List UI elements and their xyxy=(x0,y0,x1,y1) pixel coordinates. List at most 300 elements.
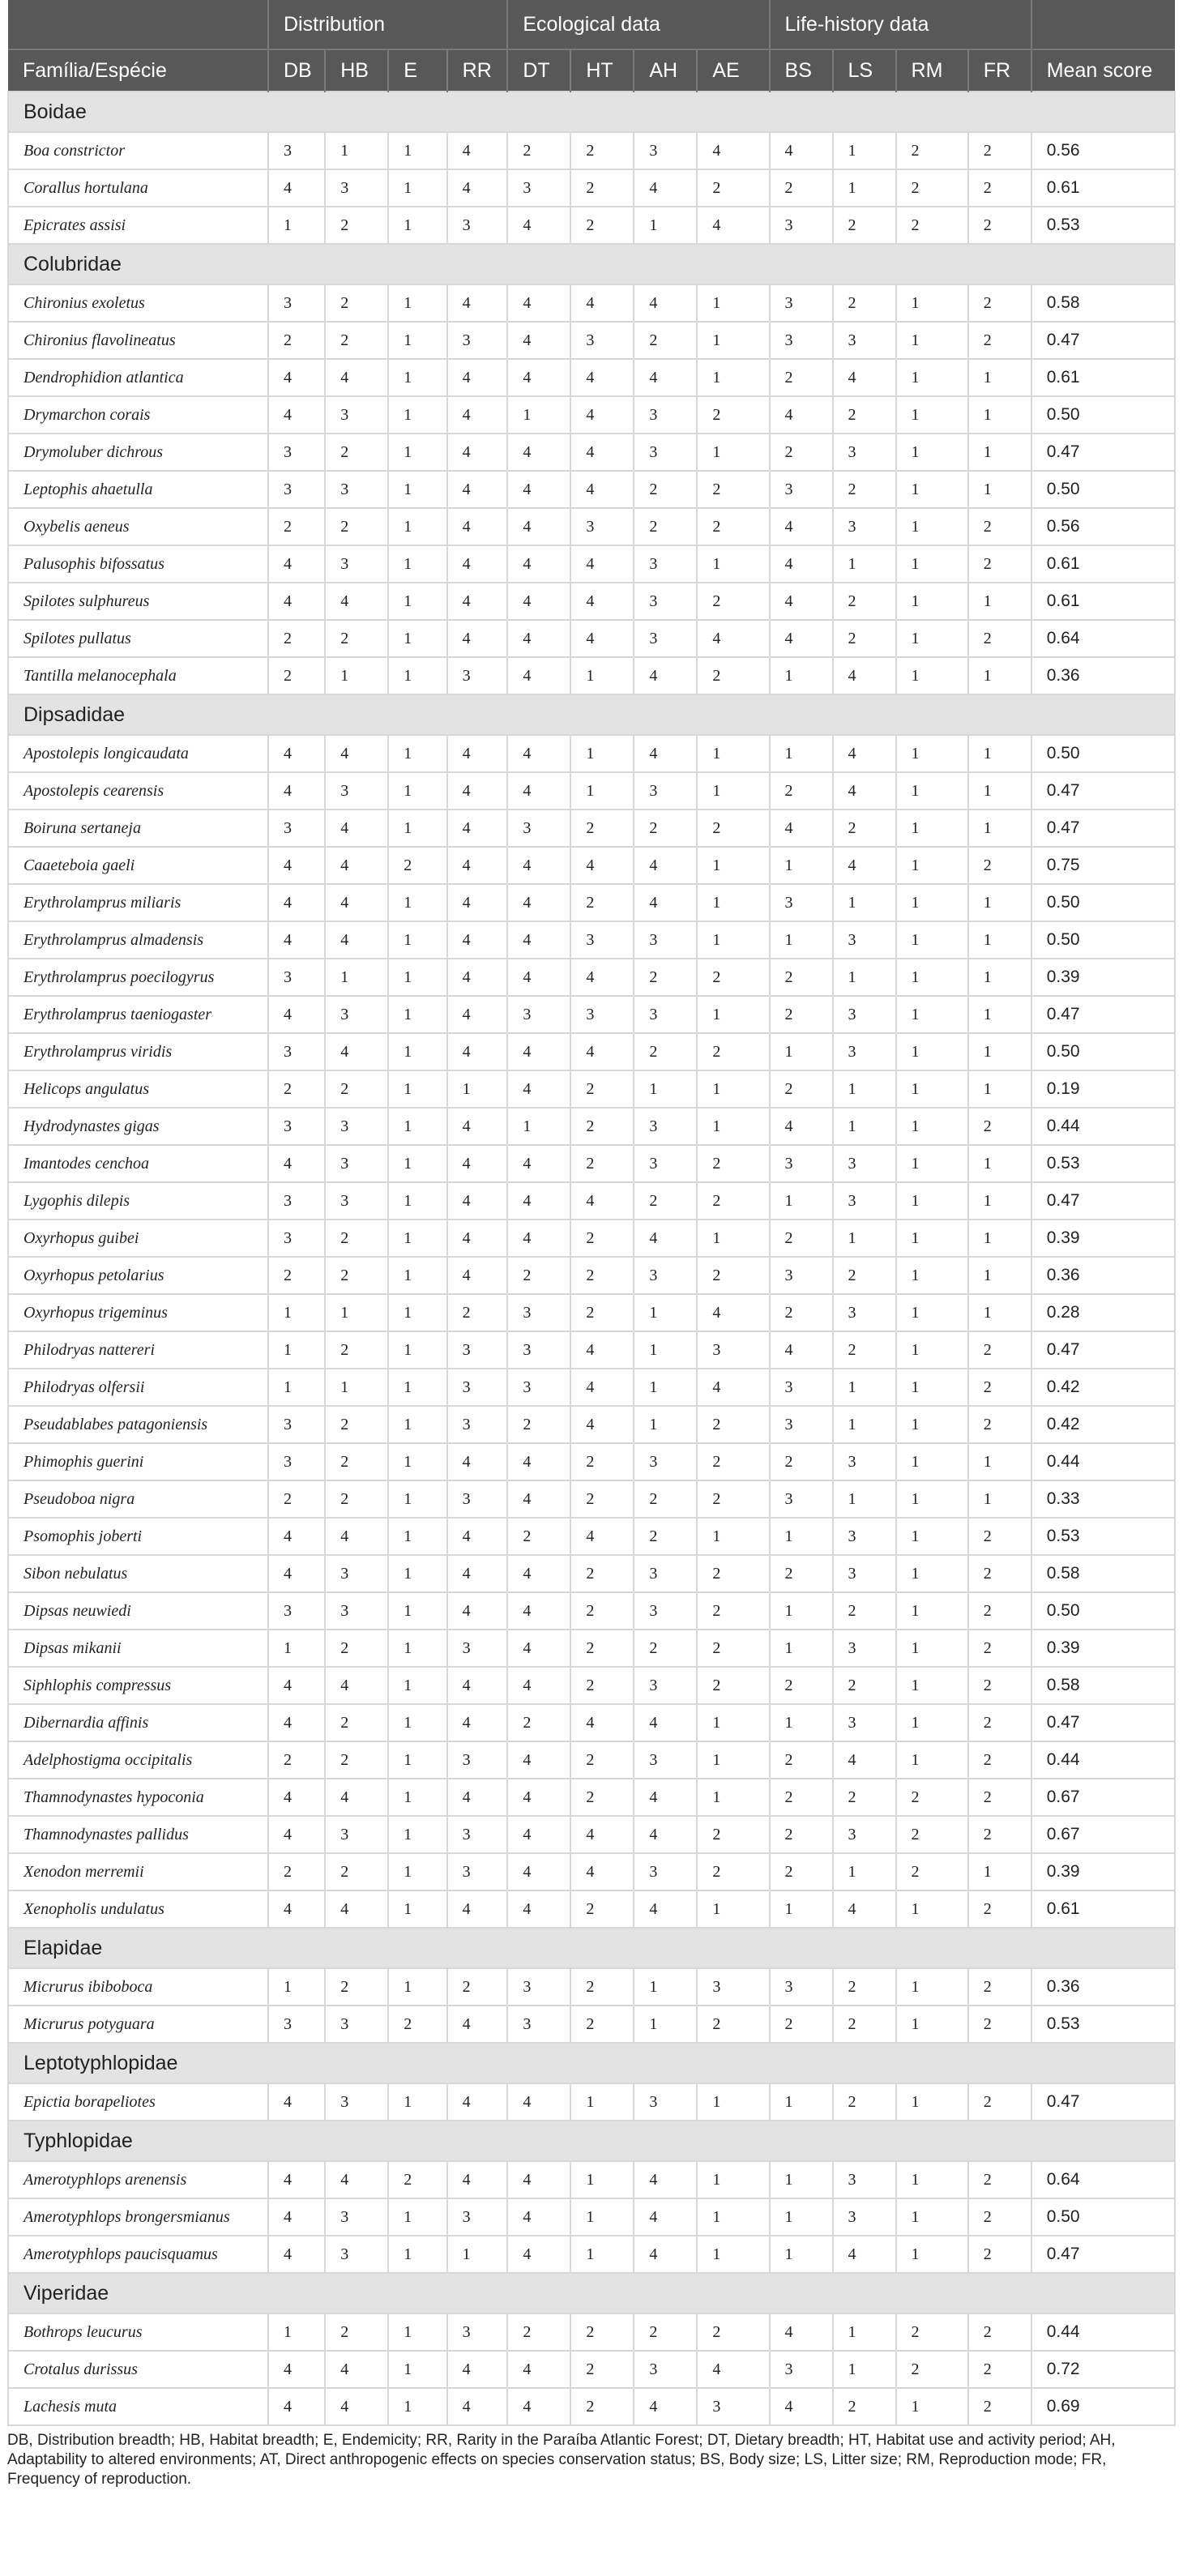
score-cell: 4 xyxy=(447,1033,508,1070)
species-row xyxy=(8,1220,1175,1257)
score-cell: 1 xyxy=(697,847,769,884)
score-cell: 1 xyxy=(570,2198,634,2236)
species-name: Phimophis guerini xyxy=(8,1443,268,1480)
mean-score-cell: 0.53 xyxy=(1031,207,1175,244)
score-cell: 1 xyxy=(896,1555,968,1592)
species-row xyxy=(8,2351,1175,2388)
score-cell: 1 xyxy=(833,1070,896,1108)
mean-score-cell: 0.47 xyxy=(1031,1331,1175,1369)
species-name: Micrurus ibiboboca xyxy=(8,1968,268,2006)
score-cell: 1 xyxy=(388,1182,446,1220)
score-cell: 1 xyxy=(968,921,1031,959)
score-cell: 2 xyxy=(697,1630,769,1667)
score-cell: 1 xyxy=(833,1853,896,1890)
species-row xyxy=(8,1070,1175,1108)
score-cell: 1 xyxy=(388,1108,446,1145)
score-cell: 1 xyxy=(833,884,896,921)
score-cell: 3 xyxy=(770,284,833,322)
score-cell: 1 xyxy=(833,1406,896,1443)
score-cell: 4 xyxy=(770,810,833,847)
score-cell: 1 xyxy=(833,169,896,207)
family-name: Colubridae xyxy=(8,244,1175,284)
species-row xyxy=(8,2236,1175,2273)
score-cell: 2 xyxy=(833,471,896,508)
score-cell: 3 xyxy=(634,996,697,1033)
mean-score-cell: 0.44 xyxy=(1031,2313,1175,2351)
score-cell: 2 xyxy=(697,810,769,847)
score-cell: 4 xyxy=(770,508,833,545)
species-name: Adelphostigma occipitalis xyxy=(8,1741,268,1779)
score-cell: 1 xyxy=(697,322,769,359)
score-cell: 4 xyxy=(507,921,570,959)
score-cell: 2 xyxy=(325,207,388,244)
score-cell: 3 xyxy=(634,1145,697,1182)
score-cell: 4 xyxy=(833,359,896,396)
score-cell: 1 xyxy=(388,1257,446,1294)
family-row xyxy=(8,244,1175,284)
score-cell: 2 xyxy=(896,207,968,244)
score-cell: 1 xyxy=(896,583,968,620)
score-cell: 1 xyxy=(770,2083,833,2121)
score-cell: 1 xyxy=(896,1480,968,1518)
species-name: Lachesis muta xyxy=(8,2388,268,2425)
species-name: Erythrolamprus taeniogaster xyxy=(8,996,268,1033)
species-name: Dibernardia affinis xyxy=(8,1704,268,1741)
species-name: Erythrolamprus poecilogyrus xyxy=(8,959,268,996)
score-cell: 1 xyxy=(388,284,446,322)
species-row xyxy=(8,1257,1175,1294)
score-cell: 1 xyxy=(968,959,1031,996)
species-row xyxy=(8,810,1175,847)
score-cell: 4 xyxy=(507,657,570,694)
score-cell: 2 xyxy=(968,545,1031,583)
score-cell: 2 xyxy=(896,2351,968,2388)
mean-score-cell: 0.61 xyxy=(1031,1890,1175,1928)
score-cell: 2 xyxy=(325,1257,388,1294)
species-name: Hydrodynastes gigas xyxy=(8,1108,268,1145)
score-cell: 4 xyxy=(268,169,325,207)
score-cell: 2 xyxy=(570,1968,634,2006)
score-cell: 2 xyxy=(447,1294,508,1331)
column-header: FR xyxy=(968,49,1031,92)
score-cell: 4 xyxy=(325,921,388,959)
species-row xyxy=(8,1294,1175,1331)
score-cell: 4 xyxy=(325,1518,388,1555)
score-cell: 1 xyxy=(896,1406,968,1443)
score-cell: 1 xyxy=(388,2313,446,2351)
species-row xyxy=(8,657,1175,694)
score-cell: 1 xyxy=(896,2198,968,2236)
species-row xyxy=(8,396,1175,434)
score-cell: 2 xyxy=(968,1555,1031,1592)
score-cell: 4 xyxy=(325,1779,388,1816)
score-cell: 4 xyxy=(697,1294,769,1331)
score-cell: 3 xyxy=(770,207,833,244)
score-cell: 3 xyxy=(507,1294,570,1331)
score-cell: 1 xyxy=(388,2351,446,2388)
score-cell: 4 xyxy=(770,1331,833,1369)
score-cell: 2 xyxy=(697,1853,769,1890)
score-cell: 2 xyxy=(968,847,1031,884)
species-name: Spilotes sulphureus xyxy=(8,583,268,620)
score-cell: 1 xyxy=(634,2006,697,2043)
score-cell: 2 xyxy=(388,2161,446,2198)
score-cell: 1 xyxy=(570,2083,634,2121)
score-cell: 3 xyxy=(833,1294,896,1331)
score-cell: 1 xyxy=(833,2313,896,2351)
score-cell: 3 xyxy=(570,322,634,359)
score-cell: 2 xyxy=(833,1779,896,1816)
score-cell: 3 xyxy=(697,1331,769,1369)
score-cell: 4 xyxy=(325,1890,388,1928)
score-cell: 4 xyxy=(507,1443,570,1480)
score-cell: 2 xyxy=(570,1108,634,1145)
score-cell: 4 xyxy=(770,620,833,657)
score-cell: 1 xyxy=(833,1220,896,1257)
score-cell: 2 xyxy=(833,207,896,244)
column-header: DB xyxy=(268,49,325,92)
score-cell: 1 xyxy=(968,657,1031,694)
score-cell: 1 xyxy=(968,396,1031,434)
mean-score-cell: 0.53 xyxy=(1031,2006,1175,2043)
score-cell: 3 xyxy=(507,996,570,1033)
score-cell: 4 xyxy=(570,1033,634,1070)
score-cell: 4 xyxy=(268,2161,325,2198)
score-cell: 3 xyxy=(268,471,325,508)
score-cell: 1 xyxy=(268,1369,325,1406)
mean-score-cell: 0.44 xyxy=(1031,1108,1175,1145)
score-cell: 4 xyxy=(268,545,325,583)
species-name: Amerotyphlops paucisquamus xyxy=(8,2236,268,2273)
mean-score-cell: 0.58 xyxy=(1031,1555,1175,1592)
score-cell: 1 xyxy=(388,471,446,508)
score-cell: 4 xyxy=(447,2351,508,2388)
score-cell: 4 xyxy=(447,810,508,847)
score-cell: 4 xyxy=(447,2161,508,2198)
score-cell: 2 xyxy=(770,772,833,810)
score-cell: 4 xyxy=(447,2083,508,2121)
score-cell: 3 xyxy=(447,322,508,359)
mean-score-cell: 0.64 xyxy=(1031,2161,1175,2198)
score-cell: 1 xyxy=(896,996,968,1033)
score-cell: 4 xyxy=(570,620,634,657)
column-header: BS xyxy=(770,49,833,92)
score-cell: 3 xyxy=(570,921,634,959)
score-cell: 3 xyxy=(325,471,388,508)
species-row xyxy=(8,1968,1175,2006)
species-name: Apostolepis cearensis xyxy=(8,772,268,810)
score-cell: 4 xyxy=(447,1182,508,1220)
mean-score-cell: 0.61 xyxy=(1031,545,1175,583)
score-cell: 2 xyxy=(268,1257,325,1294)
mean-score-cell: 0.33 xyxy=(1031,1480,1175,1518)
species-row xyxy=(8,2388,1175,2425)
score-cell: 1 xyxy=(770,2161,833,2198)
score-cell: 1 xyxy=(388,1443,446,1480)
score-cell: 2 xyxy=(697,1443,769,1480)
column-header: HB xyxy=(325,49,388,92)
score-cell: 2 xyxy=(697,2006,769,2043)
score-cell: 4 xyxy=(447,772,508,810)
score-cell: 4 xyxy=(634,359,697,396)
score-cell: 2 xyxy=(570,1630,634,1667)
score-cell: 3 xyxy=(833,434,896,471)
score-cell: 1 xyxy=(896,2083,968,2121)
score-cell: 3 xyxy=(325,1816,388,1853)
mean-score-cell: 0.67 xyxy=(1031,1779,1175,1816)
mean-score-cell: 0.47 xyxy=(1031,996,1175,1033)
score-cell: 3 xyxy=(770,2351,833,2388)
score-cell: 1 xyxy=(388,772,446,810)
score-cell: 2 xyxy=(570,1220,634,1257)
score-cell: 1 xyxy=(388,810,446,847)
score-cell: 4 xyxy=(634,2161,697,2198)
score-cell: 4 xyxy=(833,847,896,884)
score-cell: 1 xyxy=(388,1853,446,1890)
score-cell: 2 xyxy=(896,1816,968,1853)
score-cell: 1 xyxy=(968,1257,1031,1294)
group-header-distribution: Distribution xyxy=(268,0,507,49)
score-cell: 2 xyxy=(697,1592,769,1630)
score-cell: 2 xyxy=(770,1555,833,1592)
species-name: Boiruna sertaneja xyxy=(8,810,268,847)
score-cell: 1 xyxy=(896,1331,968,1369)
score-cell: 1 xyxy=(896,1182,968,1220)
score-cell: 4 xyxy=(447,1518,508,1555)
mean-score-cell: 0.44 xyxy=(1031,1443,1175,1480)
score-cell: 3 xyxy=(268,284,325,322)
score-cell: 1 xyxy=(388,1890,446,1928)
score-cell: 2 xyxy=(968,207,1031,244)
score-cell: 4 xyxy=(507,1182,570,1220)
score-cell: 1 xyxy=(968,471,1031,508)
score-cell: 3 xyxy=(447,657,508,694)
score-cell: 3 xyxy=(634,545,697,583)
score-cell: 2 xyxy=(968,2313,1031,2351)
score-cell: 3 xyxy=(447,1853,508,1890)
data-table xyxy=(7,0,1176,2426)
column-header: DT xyxy=(507,49,570,92)
score-cell: 4 xyxy=(325,810,388,847)
score-cell: 1 xyxy=(896,1704,968,1741)
score-cell: 2 xyxy=(833,1257,896,1294)
species-row xyxy=(8,545,1175,583)
score-cell: 1 xyxy=(697,1220,769,1257)
score-cell: 3 xyxy=(833,921,896,959)
score-cell: 4 xyxy=(634,284,697,322)
score-cell: 4 xyxy=(507,884,570,921)
score-cell: 1 xyxy=(388,620,446,657)
score-cell: 4 xyxy=(447,583,508,620)
score-cell: 1 xyxy=(770,921,833,959)
score-cell: 4 xyxy=(268,2236,325,2273)
score-cell: 4 xyxy=(507,847,570,884)
score-cell: 3 xyxy=(325,396,388,434)
score-cell: 4 xyxy=(447,1220,508,1257)
score-cell: 4 xyxy=(634,2198,697,2236)
score-cell: 2 xyxy=(634,322,697,359)
score-cell: 1 xyxy=(268,1968,325,2006)
mean-score-cell: 0.50 xyxy=(1031,2198,1175,2236)
score-cell: 3 xyxy=(833,1630,896,1667)
score-cell: 2 xyxy=(896,1853,968,1890)
score-cell: 2 xyxy=(770,1667,833,1704)
score-cell: 3 xyxy=(268,434,325,471)
group-header-row xyxy=(8,0,1175,49)
mean-score-cell: 0.47 xyxy=(1031,810,1175,847)
species-row xyxy=(8,1853,1175,1890)
score-cell: 2 xyxy=(968,1592,1031,1630)
score-cell: 1 xyxy=(388,169,446,207)
score-cell: 2 xyxy=(770,1741,833,1779)
score-cell: 4 xyxy=(570,284,634,322)
score-cell: 2 xyxy=(968,1779,1031,1816)
score-cell: 4 xyxy=(770,132,833,169)
score-cell: 4 xyxy=(507,1630,570,1667)
score-cell: 1 xyxy=(388,735,446,772)
score-cell: 1 xyxy=(896,620,968,657)
score-cell: 2 xyxy=(770,1443,833,1480)
score-cell: 4 xyxy=(447,735,508,772)
score-cell: 2 xyxy=(968,2351,1031,2388)
score-cell: 1 xyxy=(325,657,388,694)
score-cell: 4 xyxy=(634,1704,697,1741)
score-cell: 2 xyxy=(570,1070,634,1108)
score-cell: 4 xyxy=(268,772,325,810)
score-cell: 1 xyxy=(388,1704,446,1741)
score-cell: 1 xyxy=(388,545,446,583)
mean-score-cell: 0.61 xyxy=(1031,169,1175,207)
score-cell: 1 xyxy=(896,921,968,959)
score-cell: 2 xyxy=(968,2198,1031,2236)
score-cell: 4 xyxy=(447,396,508,434)
score-cell: 1 xyxy=(325,1294,388,1331)
species-row xyxy=(8,921,1175,959)
score-cell: 3 xyxy=(325,545,388,583)
score-cell: 2 xyxy=(268,1480,325,1518)
score-cell: 1 xyxy=(388,1555,446,1592)
score-cell: 2 xyxy=(697,1667,769,1704)
species-name: Philodryas nattereri xyxy=(8,1331,268,1369)
mean-score-cell: 0.75 xyxy=(1031,847,1175,884)
score-cell: 3 xyxy=(770,1406,833,1443)
score-cell: 1 xyxy=(697,1070,769,1108)
score-cell: 2 xyxy=(268,620,325,657)
score-cell: 4 xyxy=(447,2388,508,2425)
score-cell: 4 xyxy=(268,884,325,921)
species-row xyxy=(8,2313,1175,2351)
species-row xyxy=(8,1816,1175,1853)
score-cell: 2 xyxy=(570,1443,634,1480)
score-cell: 3 xyxy=(833,1145,896,1182)
score-cell: 2 xyxy=(697,1555,769,1592)
score-cell: 4 xyxy=(447,620,508,657)
score-cell: 2 xyxy=(968,1406,1031,1443)
score-cell: 1 xyxy=(896,359,968,396)
score-cell: 4 xyxy=(507,434,570,471)
score-cell: 1 xyxy=(634,1968,697,2006)
score-cell: 2 xyxy=(968,132,1031,169)
score-cell: 2 xyxy=(770,2006,833,2043)
score-cell: 4 xyxy=(447,1555,508,1592)
score-cell: 4 xyxy=(447,1257,508,1294)
score-cell: 2 xyxy=(770,1220,833,1257)
score-cell: 3 xyxy=(833,1182,896,1220)
score-cell: 1 xyxy=(896,545,968,583)
score-cell: 3 xyxy=(325,1145,388,1182)
score-cell: 2 xyxy=(570,1890,634,1928)
score-cell: 3 xyxy=(447,1816,508,1853)
score-cell: 1 xyxy=(388,1369,446,1406)
score-cell: 3 xyxy=(833,1033,896,1070)
score-cell: 4 xyxy=(570,1518,634,1555)
score-cell: 1 xyxy=(896,322,968,359)
species-row xyxy=(8,1779,1175,1816)
score-cell: 3 xyxy=(325,2006,388,2043)
species-name: Amerotyphlops arenensis xyxy=(8,2161,268,2198)
species-row xyxy=(8,1369,1175,1406)
score-cell: 3 xyxy=(268,810,325,847)
species-row xyxy=(8,1108,1175,1145)
score-cell: 2 xyxy=(634,2313,697,2351)
score-cell: 4 xyxy=(447,434,508,471)
species-row xyxy=(8,735,1175,772)
species-row xyxy=(8,884,1175,921)
score-cell: 1 xyxy=(968,996,1031,1033)
score-cell: 4 xyxy=(447,132,508,169)
score-cell: 4 xyxy=(325,884,388,921)
score-cell: 4 xyxy=(833,657,896,694)
score-cell: 1 xyxy=(896,471,968,508)
species-row xyxy=(8,471,1175,508)
score-cell: 4 xyxy=(507,322,570,359)
column-header: AH xyxy=(634,49,697,92)
score-cell: 1 xyxy=(388,1480,446,1518)
score-cell: 4 xyxy=(447,996,508,1033)
score-cell: 1 xyxy=(388,2388,446,2425)
score-cell: 4 xyxy=(697,1369,769,1406)
score-cell: 2 xyxy=(570,1145,634,1182)
score-cell: 1 xyxy=(570,657,634,694)
score-cell: 1 xyxy=(388,1033,446,1070)
species-name: Sibon nebulatus xyxy=(8,1555,268,1592)
score-cell: 4 xyxy=(833,735,896,772)
score-cell: 3 xyxy=(634,921,697,959)
species-name: Xenodon merremii xyxy=(8,1853,268,1890)
family-name: Typhlopidae xyxy=(8,2121,1175,2161)
species-name: Thamnodynastes hypoconia xyxy=(8,1779,268,1816)
table-body xyxy=(8,92,1175,2425)
mean-score-cell: 0.42 xyxy=(1031,1369,1175,1406)
score-cell: 4 xyxy=(268,583,325,620)
score-cell: 4 xyxy=(570,1704,634,1741)
score-cell: 4 xyxy=(447,1667,508,1704)
score-cell: 1 xyxy=(388,996,446,1033)
score-cell: 4 xyxy=(507,1033,570,1070)
score-cell: 1 xyxy=(770,657,833,694)
score-cell: 3 xyxy=(770,1369,833,1406)
score-cell: 2 xyxy=(833,1968,896,2006)
score-cell: 4 xyxy=(447,2006,508,2043)
score-cell: 1 xyxy=(770,735,833,772)
column-header: HT xyxy=(570,49,634,92)
score-cell: 4 xyxy=(634,169,697,207)
score-cell: 1 xyxy=(634,207,697,244)
score-cell: 1 xyxy=(388,322,446,359)
species-name: Leptophis ahaetulla xyxy=(8,471,268,508)
score-cell: 1 xyxy=(833,1369,896,1406)
mean-score-cell: 0.61 xyxy=(1031,583,1175,620)
